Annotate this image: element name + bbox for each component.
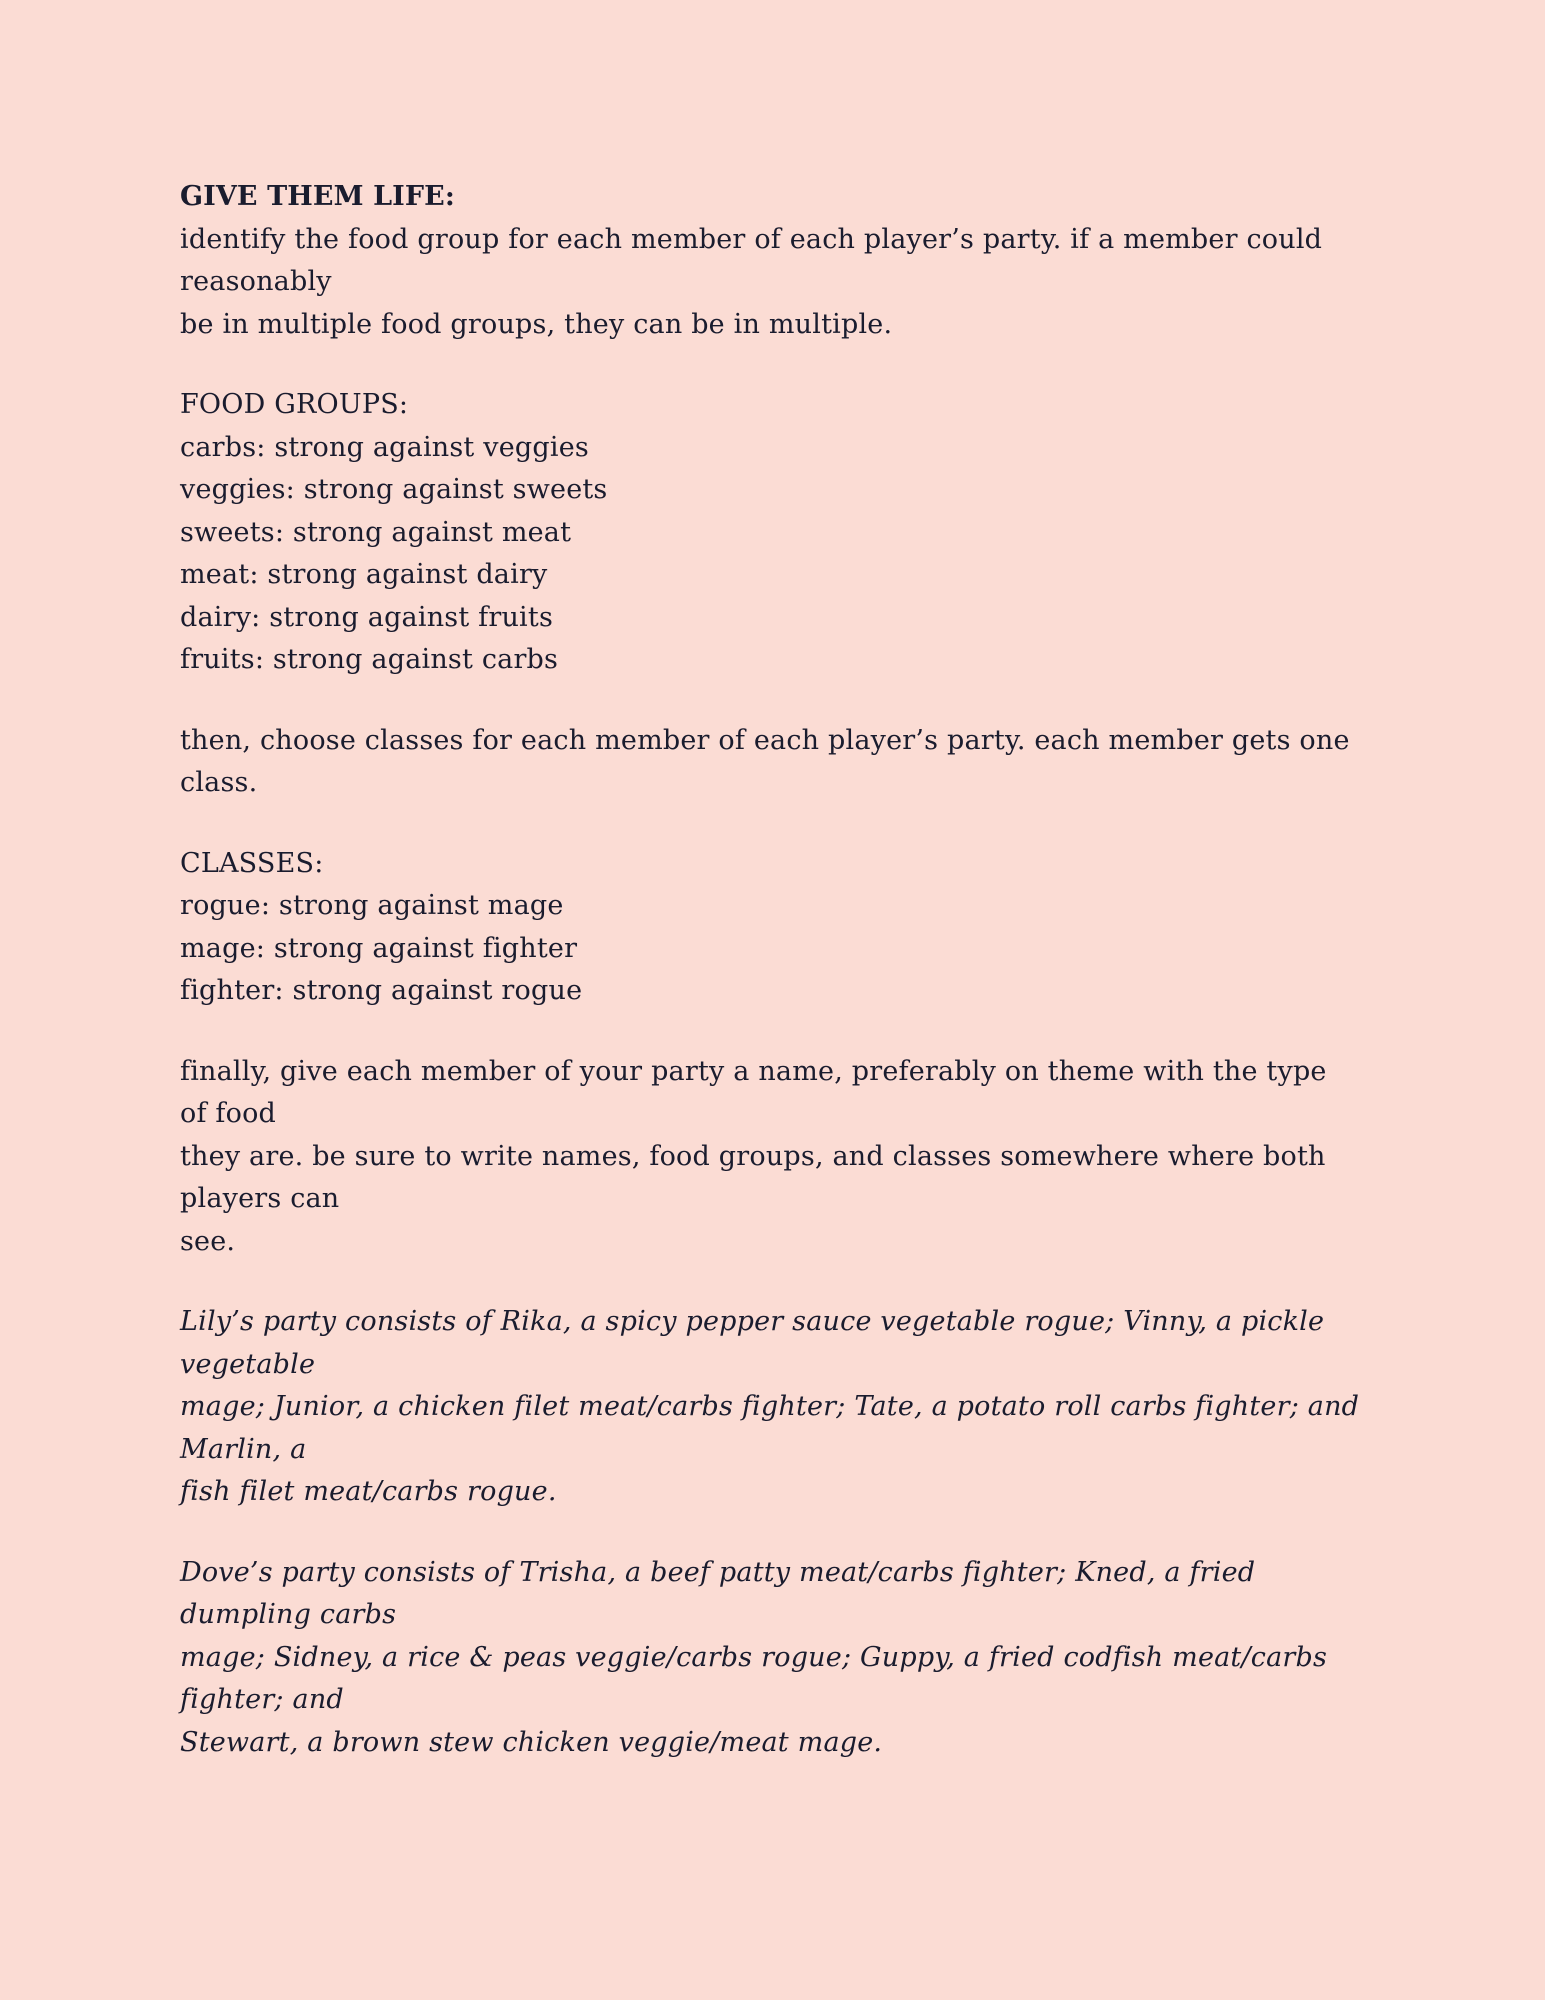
section-heading-food-groups: FOOD GROUPS:	[180, 389, 409, 420]
lily-party-line: Lily’s party consists of Rika, a spicy pepper sauce vegetable rogue; Vinny, a pickle vegetable	[180, 1306, 1325, 1380]
lily-party-line: fish filet meat/carbs rogue.	[180, 1476, 557, 1507]
intro-line: be in multiple food groups, they can be in multiple.	[180, 308, 893, 340]
food-group-item: dairy: strong against fruits	[180, 601, 554, 633]
food-group-item: sweets: strong against meat	[180, 516, 572, 548]
class-item: mage: strong against fighter	[180, 932, 578, 964]
lily-party-paragraph	[180, 1301, 1360, 1514]
classes-intro-line: then, choose classes for each member of each player’s party. each member gets one class.	[180, 724, 1350, 798]
food-groups-section	[180, 384, 1360, 682]
food-group-item: meat: strong against dairy	[180, 559, 548, 590]
intro-section	[180, 176, 1360, 346]
class-item: fighter: strong against rogue	[180, 975, 583, 1006]
food-group-item: fruits: strong against carbs	[180, 644, 559, 675]
intro-line: identify the food group for each member of each player’s party. if a member could reasonably	[180, 223, 1323, 297]
section-heading-give-them-life: GIVE THEM LIFE:	[180, 181, 455, 212]
dove-party-line: Dove’s party consists of Trisha, a beef patty meat/carbs fighter; Kned, a fried dumpling carbs	[180, 1556, 1256, 1630]
naming-paragraph	[180, 1051, 1360, 1264]
dove-party-line: Stewart, a brown stew chicken veggie/meat mage.	[180, 1726, 883, 1758]
naming-line: finally, give each member of your party a name, preferably on theme with the type of food	[180, 1055, 1327, 1129]
naming-line: see.	[180, 1225, 236, 1257]
class-item: rogue: strong against mage	[180, 890, 564, 921]
dove-party-line: mage; Sidney, a rice & peas veggie/carbs rogue; Guppy, a fried codfish meat/carbs fighter; and	[180, 1641, 1328, 1715]
dove-party-paragraph	[180, 1552, 1360, 1765]
food-group-item: veggies: strong against sweets	[180, 474, 608, 505]
lily-party-line: mage; Junior, a chicken filet meat/carbs fighter; Tate, a potato roll carbs fighter; and Marlin, a	[180, 1391, 1360, 1465]
section-heading-classes: CLASSES:	[180, 847, 324, 879]
food-group-item: carbs: strong against veggies	[180, 431, 589, 463]
classes-intro-paragraph	[180, 720, 1360, 805]
naming-line: they are. be sure to write names, food groups, and classes somewhere where both players can	[180, 1140, 1326, 1214]
classes-section	[180, 843, 1360, 1013]
